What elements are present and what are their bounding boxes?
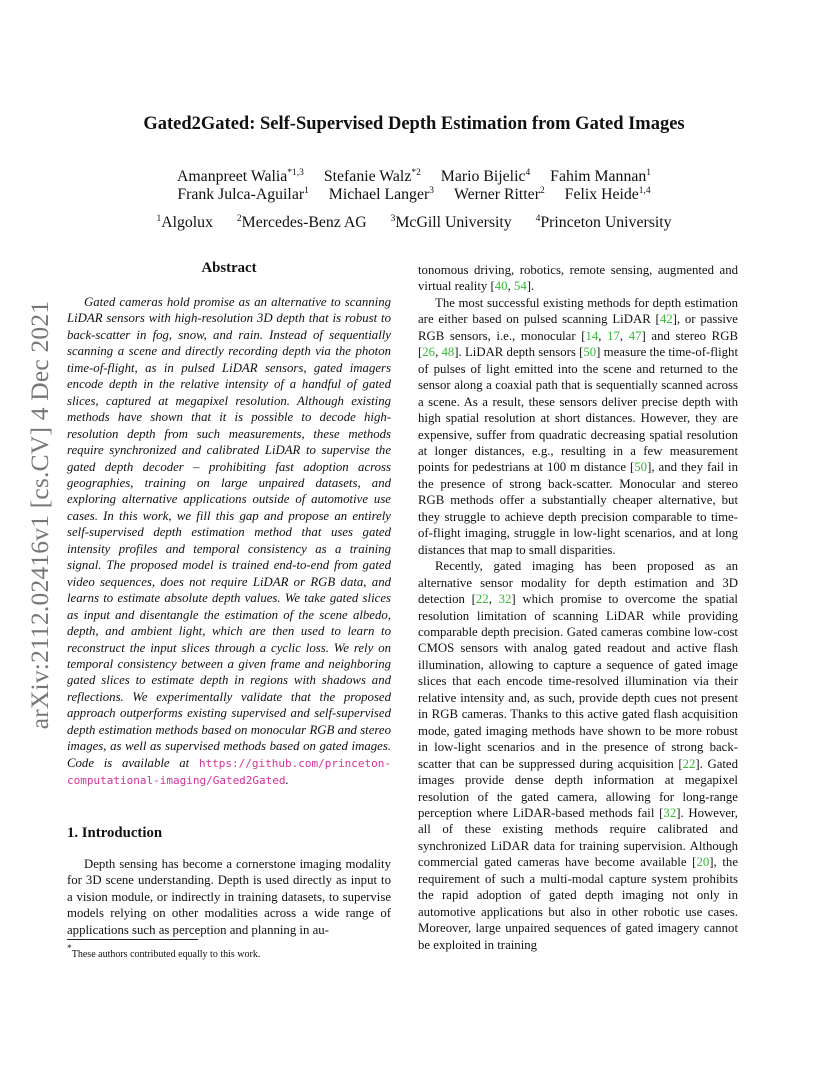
citation-link[interactable]: 40 [494, 279, 508, 294]
introduction-body [67, 856, 391, 938]
intro-paragraph-continued: tonomous driving, robotics, remote sensing, augmented and virtual reality [40, 54]. [418, 263, 738, 294]
author: Fahim Mannan$^1$ [550, 168, 652, 185]
author: Michael Langer$^3$ [328, 186, 434, 203]
citation-link[interactable]: 54 [513, 279, 527, 294]
section-heading-introduction: 1. Introduction [67, 825, 163, 841]
citation-link[interactable]: 22 [475, 592, 489, 607]
intro-paragraph-gated: Recently, gated imaging has been proposed as an alternative sensor modality for depth estimation and 3D detection [22, 32] which promise to overcome the spatial resolution limitation of scanning LiDAR while providing comparable depth precision. Gated cameras combine low-cost CMOS sensors with analog gated readout and active flash illumination, allowing to capture a sequence of gated image slices that each encode time-resolved illumination via their relative intensity and, as such, provide depth cues not present in RGB cameras. Thanks to this active gated flash acquisition mode, gated imaging methods have shown to be more robust in low-light scenarios and in the presence of strong back-scatter that can be suppressed during acquisition [22]. Gated images provide dense depth information at megapixel resolution of the gated camera, allowing for long-range perception where LiDAR-based methods fail [32]. However, all of these existing methods require calibrated and synchronized LiDAR data for training supervision. Although commercial gated cameras have become available [20], the requirement of such a multi-modal capture system prohibits the rapid adoption of gated depth imaging not only in automotive applications but also in other robotic use cases. Moreover, large unpaired sequences of gated imagery cannot be exploited in training [418, 559, 739, 952]
citation-link[interactable]: 14 [585, 328, 599, 343]
paper-title: Gated2Gated: Self-Supervised Depth Estimation from Gated Images [143, 114, 685, 134]
code-link[interactable]: https://github.com/princeton-computational-imaging/Gated2Gated [67, 756, 391, 788]
citation-link[interactable]: 48 [441, 345, 455, 360]
citation-link[interactable]: 32 [663, 805, 677, 820]
author: Felix Heide$^{1,4}$ [564, 186, 651, 203]
citation-link[interactable]: 47 [628, 328, 642, 343]
affiliation: $^3$McGill University [390, 214, 512, 231]
affiliation: $^1$Algolux [156, 214, 213, 231]
citation-link[interactable]: 20 [696, 855, 710, 870]
author-row-1 [0, 168, 828, 186]
author: Mario Bijelic$^4$ [440, 168, 531, 185]
author: Werner Ritter$^2$ [453, 186, 545, 203]
intro-paragraph: Depth sensing has become a cornerstone imaging modality for 3D scene understanding. Depth is used directly as input to a vision module, or indirectly in training datasets, to supervise models relying on other modalities across a wide range of applications such as perception and planning in au- [67, 857, 391, 937]
right-column [418, 262, 738, 953]
abstract-heading: Abstract [201, 260, 257, 276]
citation-link[interactable]: 50 [583, 345, 597, 360]
arxiv-sidebar [23, 262, 57, 768]
affiliation: $^2$Mercedes-Benz AG [236, 214, 367, 231]
citation-link[interactable]: 32 [498, 592, 512, 607]
affiliation: $^4$Princeton University [535, 214, 672, 231]
footnote-divider [67, 939, 198, 940]
footnote: *These authors contributed equally to this work. [67, 944, 261, 960]
intro-paragraph-methods: The most successful existing methods for depth estimation are either based on pulsed scanning LiDAR [42], or passive RGB sensors, i.e., monocular [14, 17, 47] and stereo RGB [26, 48]. LiDAR depth sensors [50] measure the time-of-flight of pulses of light emitted into the scene and returned to the sensor along a coaxial path that is sequentially scanned across a scene. As a result, these sensors deliver precise depth with high spatial resolution at short distances. However, they are expensive, suffer from quadratic decreasing spatial resolution at longer distances, e.g., resulting in a few measurement points for pedestrians at 100 m distance [50], and they fail in the presence of strong back-scatter. Monocular and stereo RGB methods offer a substantially cheaper alternative, but they struggle to achieve depth precision comparable to time-of-flight imaging, struggle in low-light scenarios, and at long distances that map to small disparities. [418, 295, 738, 557]
author-row-2 [0, 186, 828, 204]
citation-link[interactable]: 26 [422, 345, 436, 360]
author: Amanpreet Walia$^{*1,3}$ [176, 168, 304, 185]
citation-link[interactable]: 42 [659, 312, 673, 327]
abstract-text: Gated cameras hold promise as an alternative to scanning LiDAR sensors with high-resolution 3D depth that is robust to back-scatter in fog, snow, and rain. Instead of sequentially scanning a scene and directly recording depth via the photon time-of-flight, as in pulsed LiDAR sensors, gated imagers encode depth in the relative intensity of a handful of gated slices, captured at megapixel resolution. Although existing methods have shown that it is possible to decode high-resolution depth from such measurements, these methods require synchronized and calibrated LiDAR to supervise the gated depth decoder – prohibiting fast adoption across geographies, training on large unpaired datasets, and exploring alternative applications outside of automotive use cases. In this work, we fill this gap and propose an entirely self-supervised depth estimation method that uses gated intensity profiles and temporal consistency as a training signal. The proposed model is trained end-to-end from gated video sequences, does not require LiDAR or RGB data, and learns to estimate absolute depth values. We take gated slices as input and disentangle the estimation of the scene albedo, depth, and ambient light, which are then used to learn to reconstruct the input slices through a cyclic loss. We rely on temporal consistency between a given frame and neighboring gated slices to estimate depth in regions with shadows and reflections. We experimentally validate that the proposed approach outperforms existing supervised and self-supervised depth estimation methods based on monocular RGB and stereo images, as well as supervised methods based on gated images. Code is available at [67, 295, 391, 770]
citation-link[interactable]: 17 [607, 328, 620, 343]
author: Frank Julca-Aguilar$^1$ [177, 186, 309, 203]
affiliations [0, 214, 828, 232]
abstract-body: Gated cameras hold promise as an alternative to scanning LiDAR sensors with high-resolution 3D depth that is robust to back-scatter in fog, snow, and rain. Instead of sequentially scanning a scene and directly recording depth via the photon time-of-flight, as in pulsed LiDAR sensors, gated imagers encode depth in the relative intensity of a handful of gated slices, captured at megapixel resolution. Although existing methods have shown that it is possible to decode high-resolution depth from such measurements, these methods require synchronized and calibrated LiDAR to supervise the gated depth decoder – prohibiting fast adoption across geographies, training on large unpaired datasets, and exploring alternative applications outside of automotive use cases. In this work, we fill this gap and propose an entirely self-supervised depth estimation method that uses gated intensity profiles and temporal consistency as a training signal. The proposed model is trained end-to-end from gated video sequences, does not require LiDAR or RGB data, and learns to estimate absolute depth values. We take gated slices as input and disentangle the estimation of the scene albedo, depth, and ambient light, which are then used to learn to reconstruct the input slices through a cyclic loss. We rely on temporal consistency between a given frame and neighboring gated slices to estimate depth in regions with shadows and reflections. We experimentally validate that the proposed approach outperforms existing supervised and self-supervised depth estimation methods based on monocular RGB and stereo images, as well as supervised methods based on gated images. Code is available at https://github.com/princeton-computational-imaging/Gated2Gated. [67, 295, 391, 788]
citation-link[interactable]: 50 [634, 460, 648, 475]
author: Stefanie Walz$^{*2}$ [323, 168, 421, 185]
citation-link[interactable]: 22 [682, 756, 696, 771]
arxiv-identifier: arXiv:2112.02416v1 [cs.CV] 4 Dec 2021 [25, 300, 54, 730]
